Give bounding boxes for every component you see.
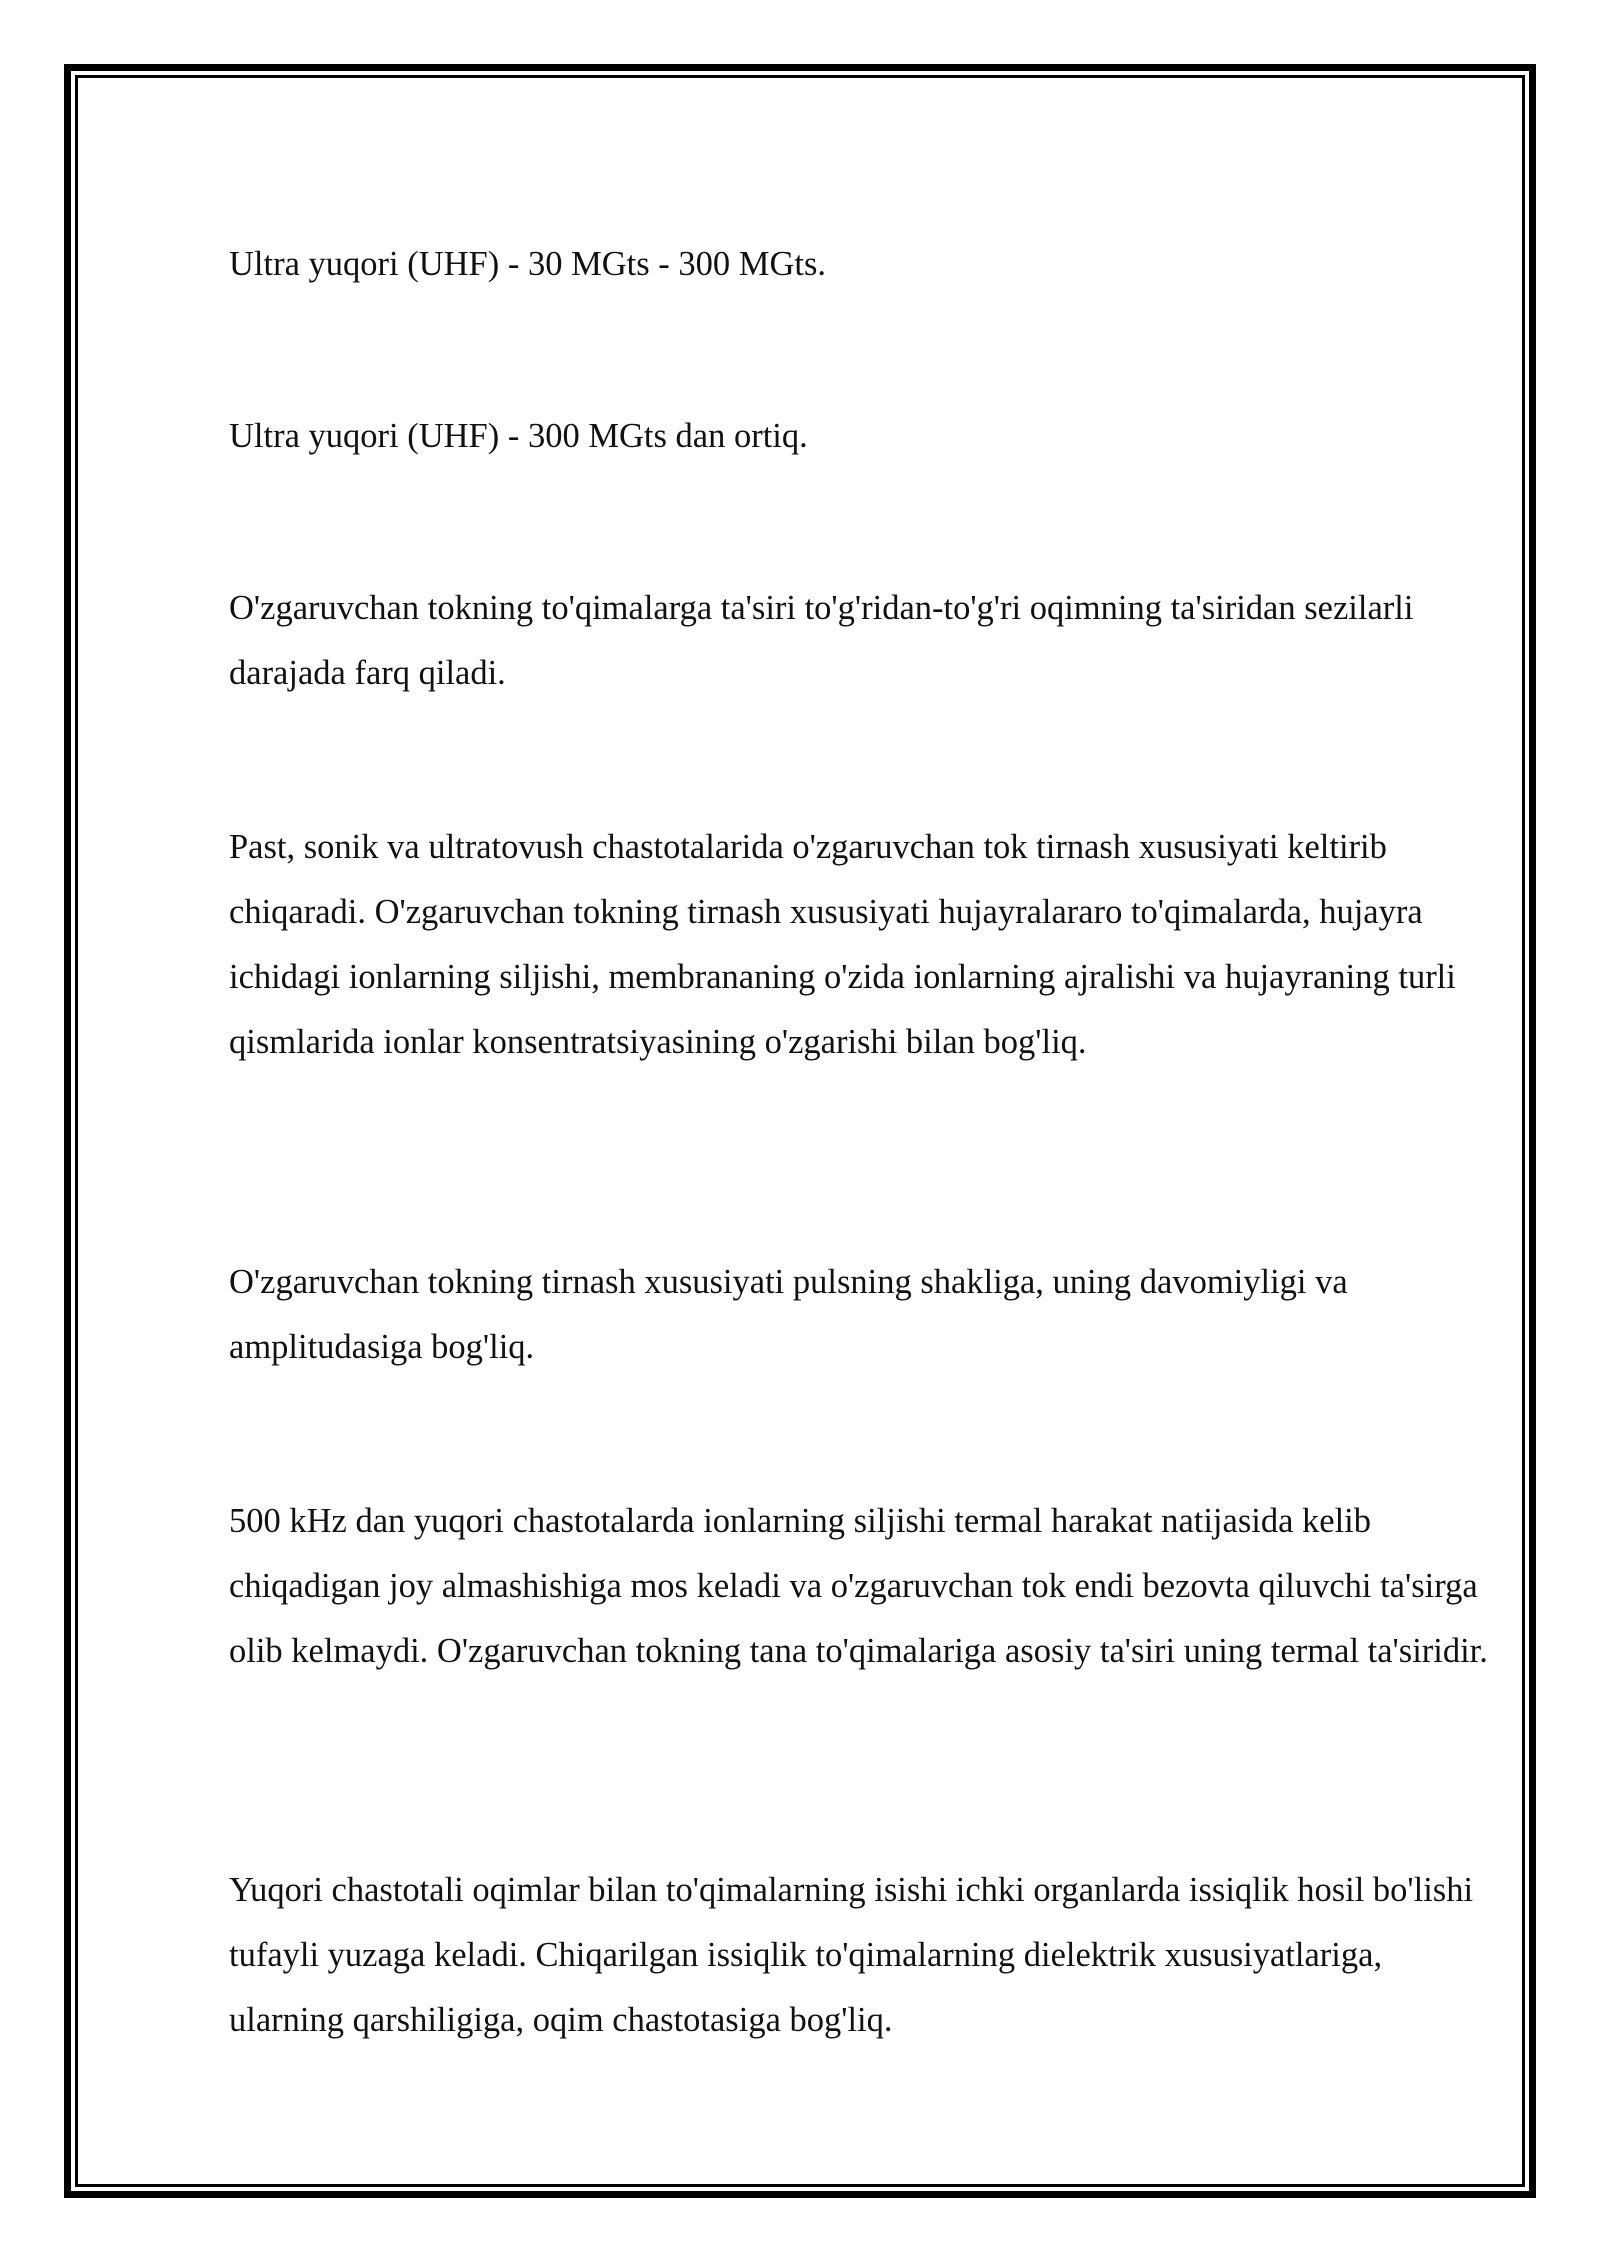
paragraph-pulse-dependence: O'zgaruvchan tokning tirnash xususiyati pulsning shakliga, uning davomiyligi va amplitudasiga bog'liq.: [229, 1263, 1348, 1366]
paragraph-ac-vs-dc: O'zgaruvchan tokning to'qimalarga ta'siri to'g'ridan-to'g'ri oqimning ta'siridan sezilarli darajada farq qiladi.: [229, 589, 1414, 692]
paragraph-uhf-range: Ultra yuqori (UHF) - 30 MGts - 300 MGts.: [229, 245, 827, 283]
paragraph-thermal-effect: 500 kHz dan yuqori chastotalarda ionlarning siljishi termal harakat natijasida kelib chiqadigan joy almashishiga mos keladi va o'zgaruvchan tok endi bezovta qiluvchi ta'sirga olib kelmaydi. O'zgaruvchan tokning tana to'qimalariga asosiy ta'siri uning termal ta'siridir.: [229, 1502, 1488, 1670]
paragraph-uhf-above: Ultra yuqori (UHF) - 300 MGts dan ortiq.: [229, 417, 808, 455]
paragraph-irritation-cause: Past, sonik va ultratovush chastotalarida o'zgaruvchan tok tirnash xususiyati keltirib chiqaradi. O'zgaruvchan tokning tirnash xususiyati hujayralararo to'qimalarda, hujayra ichidagi ionlarning siljishi, membrananing o'zida ionlarning ajralishi va hujayraning turli qismlarida ionlar konsentratsiyasining o'zgarishi bilan bog'liq.: [229, 828, 1456, 1061]
paragraph-tissue-heating: Yuqori chastotali oqimlar bilan to'qimalarning isishi ichki organlarda issiqlik hosil bo'lishi tufayli yuzaga keladi. Chiqarilgan issiqlik to'qimalarning dielektrik xususiyatlariga, ularning qarshiligiga, oqim chastotasiga bog'liq.: [229, 1871, 1474, 2039]
